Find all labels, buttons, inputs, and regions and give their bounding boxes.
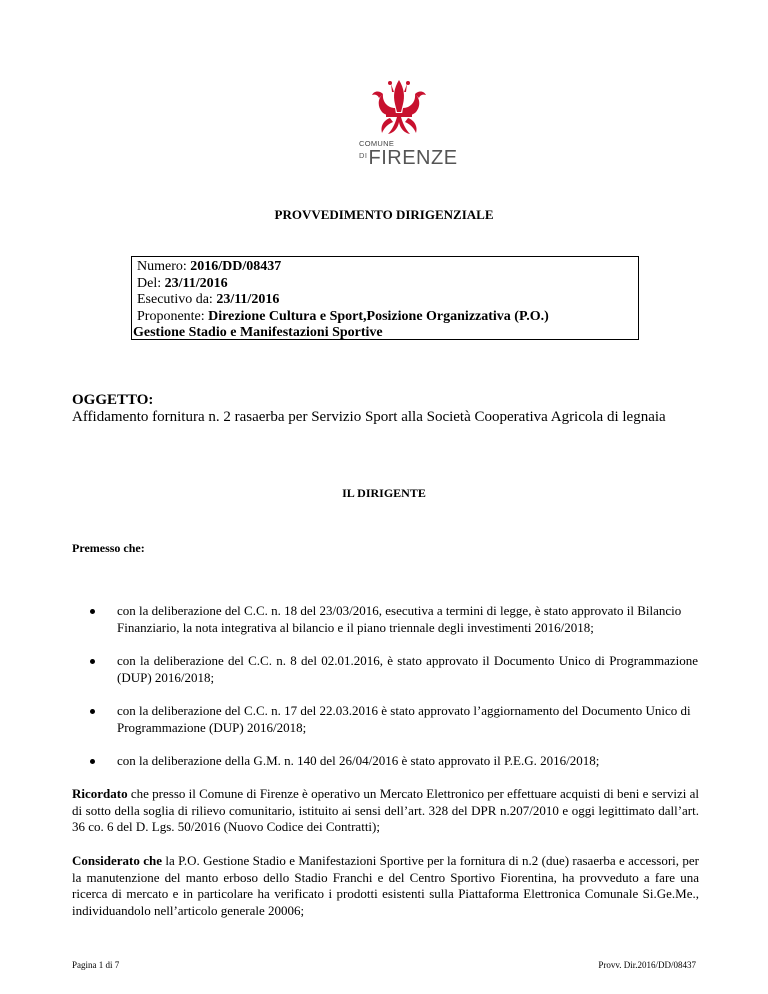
numero-row bbox=[137, 259, 638, 276]
comune-firenze-logo bbox=[348, 78, 458, 174]
del-label: Del: bbox=[137, 275, 165, 291]
list-item bbox=[90, 603, 698, 636]
considerato-paragraph bbox=[72, 853, 699, 919]
proponente-row bbox=[137, 309, 638, 326]
esecutivo-label: Esecutivo da: bbox=[137, 292, 217, 307]
proponente-value: Direzione Cultura e Sport,Posizione Organizzativa (P.O.) bbox=[208, 308, 549, 324]
document-reference: Provv. Dir.2016/DD/08437 bbox=[598, 960, 696, 970]
logo-comune-text: COMUNE bbox=[359, 139, 395, 148]
oggetto-label: OGGETTO: bbox=[72, 392, 154, 408]
bullet-icon bbox=[90, 609, 95, 614]
considerato-lead: Considerato che bbox=[72, 853, 163, 868]
document-title: PROVVEDIMENTO DIRIGENZIALE bbox=[274, 207, 494, 222]
ricordato-lead: Ricordato bbox=[72, 786, 128, 801]
esecutivo-row bbox=[137, 292, 638, 309]
list-item-text: con la deliberazione del C.C. n. 17 del 22.03.2016 è stato approvato l’aggiornamento del Documento Unico di Programmazione (DUP) 2016/2018; bbox=[117, 703, 691, 735]
del-value: 23/11/2016 bbox=[164, 275, 228, 291]
logo-di-text: DI bbox=[359, 151, 368, 160]
list-item-text: con la deliberazione della G.M. n. 140 del 26/04/2016 è stato approvato il P.E.G. 2016/2018; bbox=[117, 753, 600, 768]
giglio-icon bbox=[364, 78, 434, 140]
ricordato-text: che presso il Comune di Firenze è operativo un Mercato Elettronico per effettuare acquisti di beni e servizi al di sotto della soglia di rilievo comunitario, istituito ai sensi dell’art. 328 del DPR n.207/2010 e oggi legittimato dall’art. 36 co. 6 del D. Lgs. 50/2016 (Nuovo Codice dei Contratti); bbox=[72, 786, 699, 834]
numero-value: 2016/DD/08437 bbox=[190, 259, 282, 274]
del-row bbox=[137, 276, 638, 293]
bullet-icon bbox=[90, 659, 95, 664]
dirigente-heading: IL DIRIGENTE bbox=[342, 486, 426, 500]
oggetto-text: Affidamento fornitura n. 2 rasaerba per Servizio Sport alla Società Cooperativa Agricola di legnaia bbox=[72, 409, 666, 425]
bullet-icon bbox=[90, 709, 95, 714]
list-item bbox=[90, 653, 698, 686]
page-number: Pagina 1 di 7 bbox=[72, 960, 120, 970]
list-item-text: con la deliberazione del C.C. n. 18 del 23/03/2016, esecutiva a termini di legge, è stato approvato il Bilancio Finanziario, la nota integrativa al bilancio e il piano triennale degli investimenti 2016/2018; bbox=[117, 603, 682, 635]
proponente-label: Proponente: bbox=[137, 308, 209, 324]
list-item bbox=[90, 753, 698, 770]
list-item-text: con la deliberazione del C.C. n. 8 del 02.01.2016, è stato approvato il Documento Unico di Programmazione (DUP) 2016/2018; bbox=[117, 653, 698, 685]
info-box bbox=[131, 256, 639, 340]
proponente-row-continued bbox=[133, 325, 638, 342]
considerato-text: la P.O. Gestione Stadio e Manifestazioni Sportive per la fornitura di n.2 (due) rasaerba e accessori, per la manutenzione del manto erboso dello Stadio Franchi e del Centro Sportivo Fiorentina, ha provveduto a fare una ricerca di mercato e in particolare ha verificato i prodotti esistenti sulla Piattaforma Elettronica Comunale Si.Ge.Me., individuandolo nell’articolo generale 20006; bbox=[72, 853, 699, 918]
esecutivo-value: 23/11/2016 bbox=[216, 292, 280, 307]
logo-city-text: FIRENZE bbox=[368, 147, 458, 169]
logo-firenze-text bbox=[359, 148, 458, 168]
list-item bbox=[90, 703, 698, 736]
premesso-heading: Premesso che: bbox=[72, 541, 145, 555]
ricordato-paragraph bbox=[72, 786, 699, 836]
numero-label: Numero: bbox=[137, 259, 191, 274]
proponente-value-continued: Gestione Stadio e Manifestazioni Sportive bbox=[133, 325, 383, 340]
bullet-icon bbox=[90, 759, 95, 764]
